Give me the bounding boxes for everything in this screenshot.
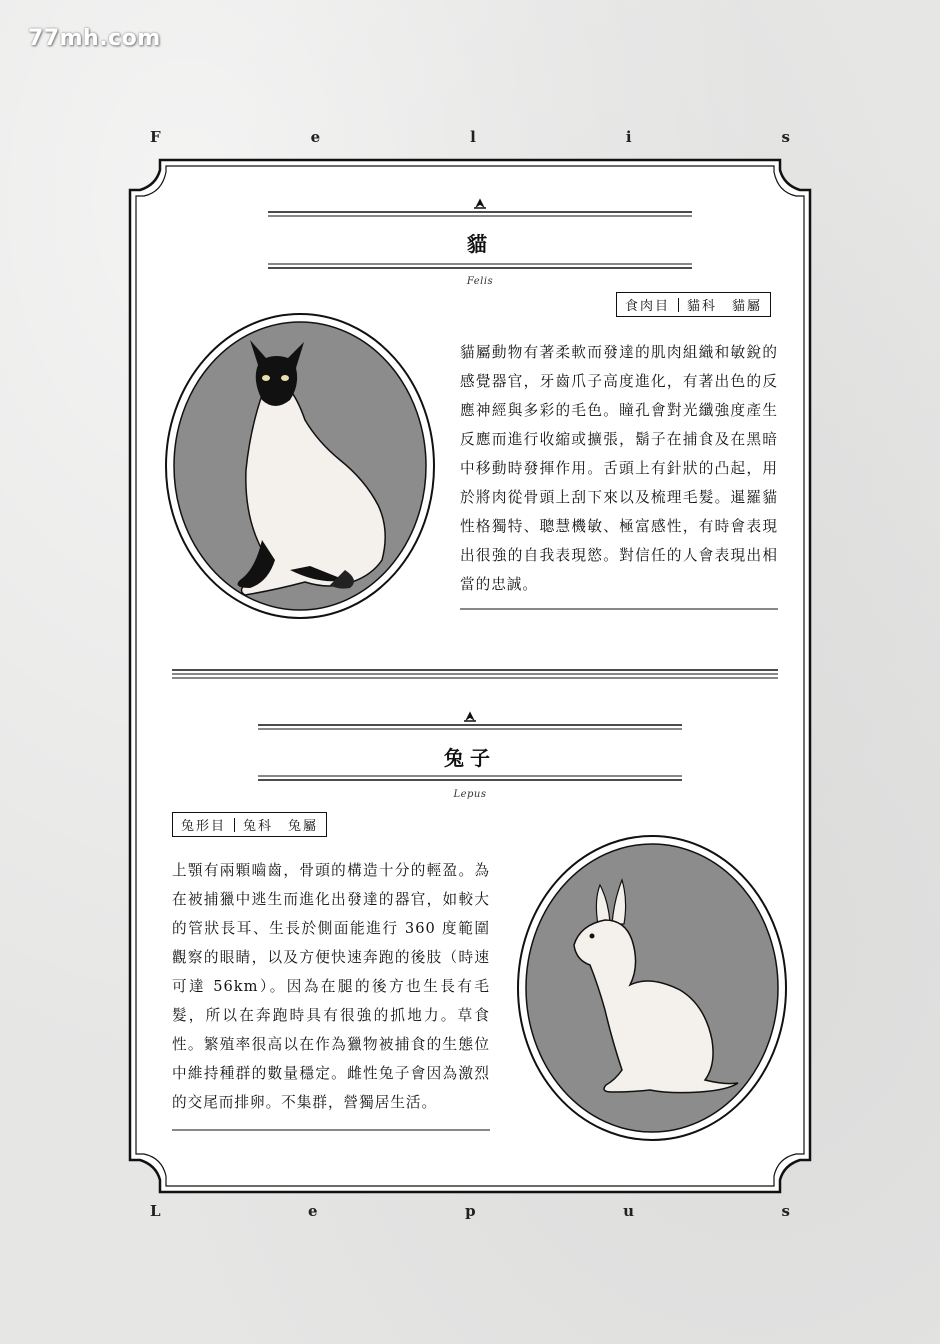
decorative-letter: L [150, 1202, 161, 1220]
cat-description: 貓屬動物有著柔軟而發達的肌肉組織和敏銳的感覺器官，牙齒爪子高度進化，有著出色的反應神經與多彩的毛色。瞳孔會對光纖強度產生反應而進行收縮或擴張，鬍子在捕食及在黑暗中移動時發揮作用。舌頭上有針狀的凸起，用於將肉從骨頭上刮下來以及梳理毛髮。暹羅貓性格獨特、聰慧機敏、極富感性，有時會表現出很強的自我表現慾。對信任的人會表現出相當的忠誠。 [460, 344, 778, 593]
section-title: 貓 [467, 232, 493, 256]
taxonomy-order: 兔形目 [181, 819, 227, 834]
latin-name: Lepus [453, 789, 487, 800]
decorative-letter: s [781, 128, 790, 146]
cat-title-block [380, 228, 580, 257]
cat-illustration [166, 314, 434, 618]
rabbit-title-block [370, 742, 570, 771]
rabbit-taxonomy-box [172, 812, 327, 837]
decorative-letter: F [150, 128, 161, 146]
site-watermark: 77mh.com [28, 26, 161, 51]
hare-illustration [518, 836, 786, 1140]
taxonomy-order: 食肉目 [625, 299, 671, 314]
decorative-letter: i [625, 128, 632, 146]
decorative-letter: l [470, 128, 476, 146]
rabbit-latin-name-block [370, 789, 570, 800]
decorative-letter: p [465, 1202, 476, 1220]
latin-name: Felis [466, 276, 494, 287]
taxonomy-family-genus: 貓科 貓屬 [687, 299, 763, 314]
decorative-letter: u [623, 1202, 634, 1220]
taxonomy-family-genus: 兔科 兔屬 [243, 819, 319, 834]
cat-taxonomy-box [616, 292, 771, 317]
rabbit-description: 上顎有兩顆嚙齒，骨頭的構造十分的輕盈。為在被捕獵中逃生而進化出發達的器官，如較大的管狀長耳、生長於側面能進行 360 度範圍觀察的眼睛，以及方便快速奔跑的後肢（時速可達 56km）。因為在腿的後方也生長有毛髮，所以在奔跑時具有很強的抓地力。草食性。繁殖率很高以在作為獵物被捕食的生態位中維持種群的數量穩定。雌性兔子會因為激烈的交尾而排卵。不集群，營獨居生活。 [172, 862, 490, 1111]
taxonomy-divider [678, 298, 679, 312]
decorative-letter: e [310, 128, 321, 146]
section-title: 兔子 [444, 746, 496, 770]
decorative-letter: e [308, 1202, 318, 1220]
cat-latin-name-block [380, 276, 580, 287]
decorative-letter: s [781, 1202, 790, 1220]
taxonomy-divider [234, 818, 235, 832]
